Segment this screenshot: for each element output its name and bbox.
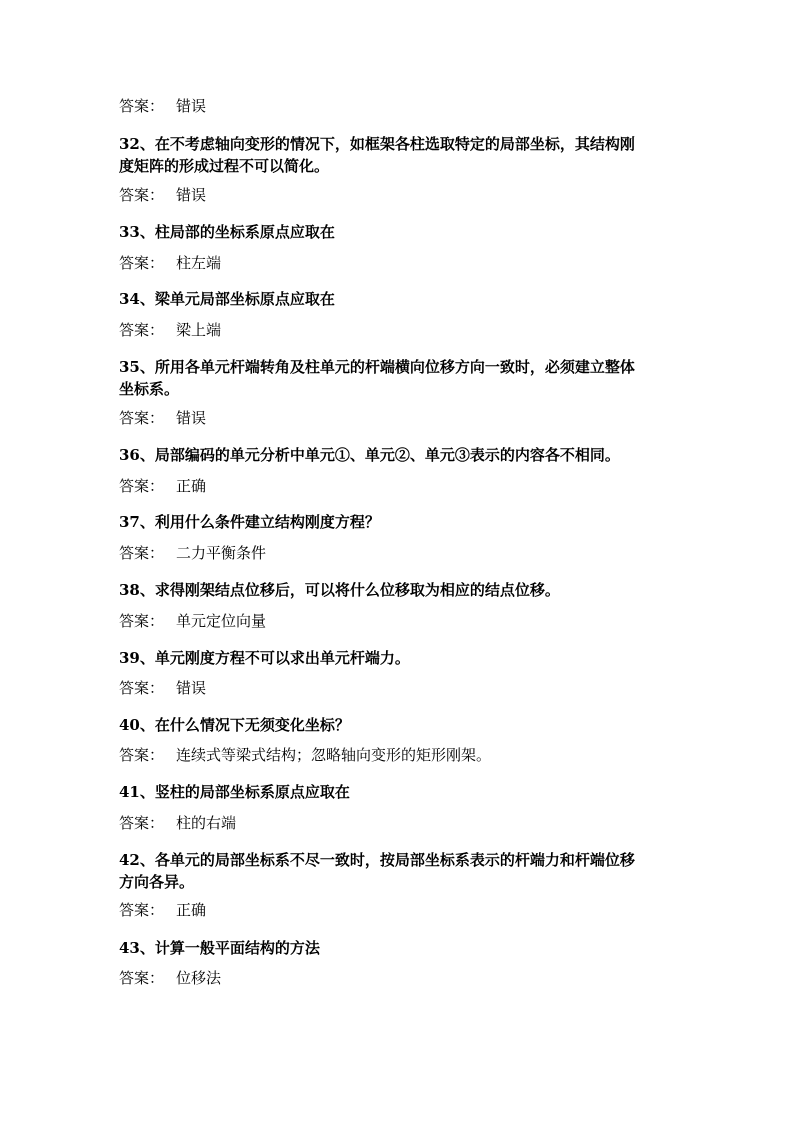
question-line: 34、梁单元局部坐标原点应取在 — [119, 290, 335, 308]
answer-text: 梁上端 — [176, 321, 222, 339]
answer-text: 柱的右端 — [176, 814, 237, 832]
answer-label: 答案： — [119, 746, 165, 764]
question-line: 38、求得刚架结点位移后，可以将什么位移取为相应的结点位移。 — [119, 581, 560, 599]
answer-label: 答案： — [119, 612, 165, 630]
answer-text: 单元定位向量 — [176, 612, 267, 630]
question-line: 33、柱局部的坐标系原点应取在 — [119, 223, 335, 241]
answer-text: 错误 — [176, 679, 207, 697]
answer-text: 正确 — [176, 477, 207, 495]
answer-line — [119, 95, 679, 117]
question-line: 度矩阵的形成过程不可以简化。 — [119, 157, 330, 175]
answer-label: 答案： — [119, 97, 165, 115]
answer-line — [119, 899, 679, 921]
question-line: 35、所用各单元杆端转角及柱单元的杆端横向位移方向一致时，必须建立整体 — [119, 358, 635, 376]
answer-text: 错误 — [176, 409, 207, 427]
answer-label: 答案： — [119, 969, 165, 987]
question-line: 坐标系。 — [119, 380, 180, 398]
question-line: 32、在不考虑轴向变形的情况下，如框架各柱选取特定的局部坐标，其结构刚 — [119, 135, 635, 153]
answer-label: 答案： — [119, 901, 165, 919]
question-line: 39、单元刚度方程不可以求出单元杆端力。 — [119, 649, 410, 667]
answer-line — [119, 319, 679, 341]
answer-text: 柱左端 — [176, 254, 222, 272]
answer-text: 连续式等梁式结构；忽略轴向变形的矩形刚架。 — [176, 746, 492, 764]
answer-line — [119, 184, 679, 206]
answer-label: 答案： — [119, 186, 165, 204]
answer-line — [119, 812, 679, 834]
question-line: 40、在什么情况下无须变化坐标？ — [119, 716, 350, 734]
answer-label: 答案： — [119, 409, 165, 427]
answer-text: 正确 — [176, 901, 207, 919]
answer-line — [119, 407, 679, 429]
answer-line — [119, 252, 679, 274]
question-line: 方向各异。 — [119, 873, 195, 891]
answer-text: 位移法 — [176, 969, 222, 987]
question-line: 37、利用什么条件建立结构刚度方程？ — [119, 513, 380, 531]
answer-label: 答案： — [119, 477, 165, 495]
answer-line — [119, 677, 679, 699]
answer-label: 答案： — [119, 321, 165, 339]
answer-line — [119, 610, 679, 632]
question-line: 43、计算一般平面结构的方法 — [119, 939, 320, 957]
answer-line — [119, 542, 679, 564]
answer-label: 答案： — [119, 254, 165, 272]
question-line: 42、各单元的局部坐标系不尽一致时，按局部坐标系表示的杆端力和杆端位移 — [119, 851, 635, 869]
answer-label: 答案： — [119, 544, 165, 562]
answer-text: 错误 — [176, 186, 207, 204]
question-line: 36、局部编码的单元分析中单元①、单元②、单元③表示的内容各不相同。 — [119, 446, 620, 464]
answer-label: 答案： — [119, 679, 165, 697]
answer-line — [119, 967, 679, 989]
answer-text: 二力平衡条件 — [176, 544, 267, 562]
answer-text: 错误 — [176, 97, 207, 115]
question-line: 41、竖柱的局部坐标系原点应取在 — [119, 783, 350, 801]
answer-line — [119, 744, 679, 766]
answer-label: 答案： — [119, 814, 165, 832]
answer-line — [119, 475, 679, 497]
